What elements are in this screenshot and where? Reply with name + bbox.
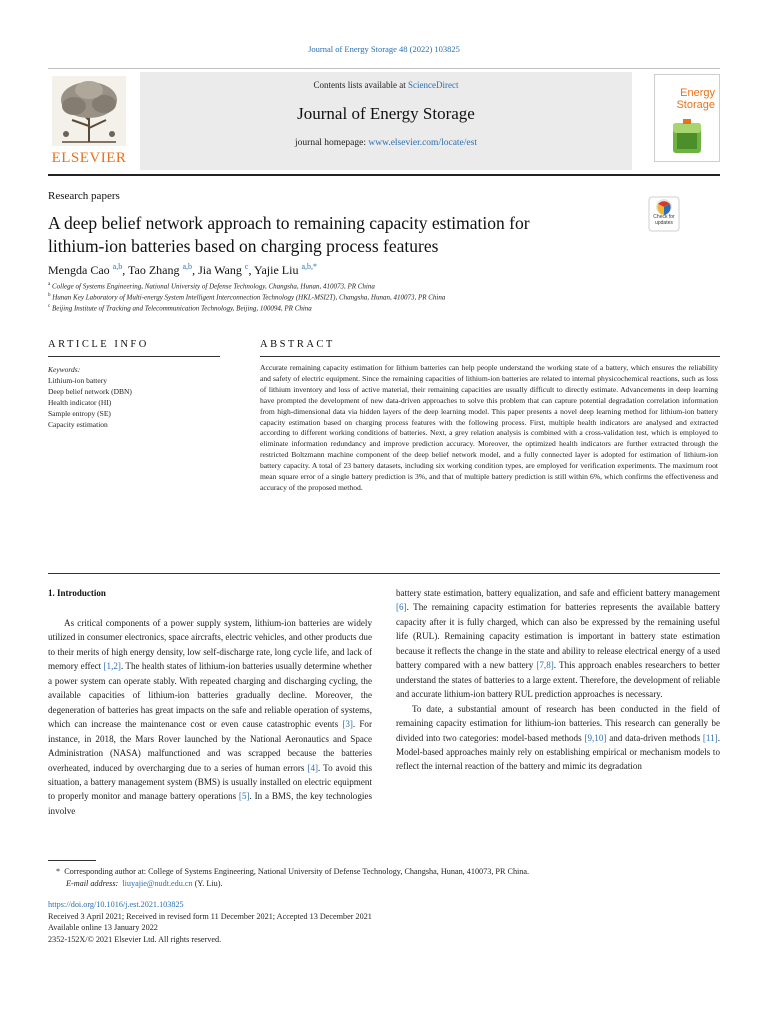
title-line-2: lithium-ion batteries based on charging process features — [48, 236, 439, 256]
affiliation-b — [48, 293, 445, 301]
copyright: 2352-152X/© 2021 Elsevier Ltd. All rights reserved. — [48, 934, 222, 944]
homepage-link[interactable]: www.elsevier.com/locate/est — [368, 138, 477, 148]
journal-title: Journal of Energy Storage — [297, 104, 475, 123]
contents-line — [140, 80, 632, 90]
email-line — [48, 878, 720, 890]
footnote — [48, 866, 720, 890]
citation-link[interactable]: [6] — [396, 602, 407, 613]
email-label: E-mail address: — [66, 879, 119, 888]
article-type: Research papers — [48, 190, 120, 202]
affiliation-marker: b — [48, 293, 51, 298]
abstract-rule — [260, 356, 720, 357]
footnote-rule — [48, 860, 96, 861]
author-separator: , — [248, 263, 254, 277]
body-column-left — [48, 588, 372, 818]
elsevier-logo[interactable] — [48, 76, 130, 168]
citation-link[interactable]: [11] — [702, 732, 718, 743]
journal-banner — [140, 72, 632, 170]
body-paragraph: battery state estimation, battery equalization, and safe and efficient battery management [6]. The remaining capacity estimation for batteries represents the available battery capacity after it is fully charged, which can also be expressed by the remaining useful life (RUL). Remaining capacity estimation is important in battery state estimation because it reflects the change in the state and ability to release electrical energy of a used battery compared with a new battery [7,8]. This approach enables researchers to better understand the states of batteries to a large extent. Therefore, the development of reliable and accurate lithium-ion battery RUL prediction approaches is necessary. — [396, 588, 720, 700]
affiliation-c — [48, 304, 312, 312]
affiliation-text: Hunan Key Laboratory of Multi-energy System Intelligent Interconnection Technology (HKL-MSI2T), Changsha, Hunan, 410073, PR China — [52, 293, 446, 302]
paper-title — [48, 212, 628, 258]
cover-title-energy: Energy — [680, 87, 715, 99]
email-suffix: (Y. Liu). — [192, 879, 223, 888]
author[interactable] — [128, 263, 192, 277]
author[interactable] — [254, 263, 317, 277]
article-info-heading: ARTICLE INFO — [48, 339, 149, 350]
corresponding-text: Corresponding author at: College of Systems Engineering, National University of Defense Technology, Changsha, Hunan, 410073, PR China. — [64, 867, 530, 876]
elsevier-wordmark: ELSEVIER — [51, 150, 127, 166]
citation-link[interactable]: [5] — [238, 791, 250, 802]
available-online: Available online 13 January 2022 — [48, 923, 158, 932]
crossmark-label: Check for updates — [653, 214, 675, 226]
author-name: Mengda Cao — [48, 263, 110, 277]
author-separator: , — [122, 263, 129, 277]
homepage-line — [140, 138, 632, 148]
abstract-heading: ABSTRACT — [260, 339, 335, 350]
journal-reference[interactable]: Journal of Energy Storage 48 (2022) 103825 — [308, 44, 460, 54]
body-paragraph: As critical components of a power supply system, lithium-ion batteries are widely utilized in consumer electronics, space aircrafts, electric vehicles, and other products due to their merits of high energy density, low self-discharge rate, long cycle life, and lack of memory effect [1,2]. The health states of lithium-ion batteries usually determine whether a power system can operate stably. With repeated charging and discharging cycling, the available capacities of lithium-ion batteries gradually decline. Moreover, the degeneration of batteries has great impacts on the safe and reliable operation of systems, which can increase the maintenance cost or even cause catastrophic events [3]. For instance, in 2018, the Mars Rover launched by the National Aeronautics and Space Administration (NASA) malfunctioned and was scrapped because the batteries overheated, induced by overcharging due to a series of human errors [4]. To avoid this situation, a battery management system (BMS) is usually installed on electric equipment to properly monitor and manage battery operations [5]. In a BMS, the key technologies involve — [48, 618, 372, 816]
footnote-star: * — [56, 867, 61, 876]
header-divider — [48, 68, 720, 69]
author-affil-marker[interactable]: a,b — [182, 262, 193, 271]
author[interactable] — [198, 263, 248, 277]
keywords-heading: Keywords: — [48, 365, 81, 374]
keyword: Health indicator (HI) — [48, 398, 112, 407]
abstract-text: Accurate remaining capacity estimation for lithium batteries can help people understand the working state of a battery, which ensures the reliability and safety of electric equipment. Since the remaining capacities of lithium-ion batteries are related to internal physicochemical reactions, such as loss of lithium inventory and loss of active material, their remaining capacities are usually difficult to directly estimate. Advancements in deep learning have prompted the development of new data-driven approaches to solve this problem that can capture potential degradation correlation information from high-dimensional data via hidden layers of the deep learning model. This paper presents a novel deep learning method for lithium-ion battery capacity estimation based on charging process features with the following process. First, multiple health indicators are analysed and extracted according to different working conditions of batteries. Next, a grey relation analysis is combined with a cross-validation test, which is employed to eliminate information redundancy and improve prediction accuracy. Moreover, the optimized health indicators are further extracted through the restricted Boltzmann machine component of the deep belief network model, and a fully connected layer is adopted for estimation of lithium-ion battery capacity. A total of 23 battery datasets, including six working condition types, are employed for verification experiments. The maximum root mean square error of a single battery prediction is 3%, and that of multiple battery prediction is still within 6%, which confirms the effectiveness and accuracy of the proposed method. — [260, 363, 718, 492]
elsevier-tree-icon — [52, 76, 126, 146]
journal-cover[interactable] — [654, 74, 720, 162]
header-rule — [48, 174, 720, 176]
affiliation-marker: a — [48, 282, 51, 287]
doi-link[interactable]: https://doi.org/10.1016/j.est.2021.103825 — [48, 900, 184, 909]
journal-header — [48, 68, 720, 174]
affiliation-text: College of Systems Engineering, National University of Defense Technology, Changsha, Hunan, 410073, PR China — [51, 282, 375, 291]
keyword: Lithium-ion battery — [48, 376, 107, 385]
author-name: Jia Wang — [198, 263, 242, 277]
author[interactable] — [48, 263, 122, 277]
section-heading-introduction: 1. Introduction — [48, 588, 106, 598]
corresponding-author-note — [48, 866, 720, 878]
article-info-rule — [48, 356, 220, 357]
keyword: Deep belief network (DBN) — [48, 387, 132, 396]
title-line-1: A deep belief network approach to remaining capacity estimation for — [48, 213, 530, 233]
body-column-right — [396, 586, 720, 774]
author-list — [48, 262, 317, 278]
cover-title-storage: Storage — [676, 99, 715, 111]
keyword: Sample entropy (SE) — [48, 409, 111, 418]
contents-prefix: Contents lists available at — [313, 80, 408, 90]
email-link[interactable]: liuyajie@nudt.edu.cn — [122, 879, 193, 888]
author-name: Tao Zhang — [128, 263, 180, 277]
article-metadata — [48, 899, 372, 945]
homepage-prefix: journal homepage: — [295, 138, 369, 148]
citation-link[interactable]: [1,2] — [103, 661, 121, 672]
sciencedirect-link[interactable]: ScienceDirect — [408, 80, 459, 90]
citation-link[interactable]: [3] — [342, 719, 353, 730]
citation-link[interactable]: [4] — [307, 762, 319, 773]
affiliation-a — [48, 282, 375, 290]
body-paragraph: To date, a substantial amount of research has been conducted in the field of remaining capacity estimation for lithium-ion batteries. This research can generally be divided into two categories: model-based methods [9,10] and data-driven methods [11]. Model-based approaches mainly rely on establishing empirical or mechanism models to reflect the internal reaction of the battery and mimic its degradation — [396, 703, 720, 772]
keyword: Capacity estimation — [48, 420, 108, 429]
author-affil-marker[interactable]: a,b — [112, 262, 123, 271]
author-separator: , — [192, 263, 199, 277]
affiliation-text: Beijing Institute of Tracking and Telecommunication Technology, Beijing, 100094, PR China — [51, 304, 312, 313]
author-name: Yajie Liu — [254, 263, 299, 277]
citation-link[interactable]: [9,10] — [584, 732, 607, 743]
citation-link[interactable]: [7,8] — [536, 660, 554, 671]
abstract-bottom-rule — [48, 573, 720, 574]
author-affil-marker[interactable]: a,b,* — [301, 262, 318, 271]
affiliation-marker: c — [48, 304, 51, 309]
author-affil-marker[interactable]: c — [244, 262, 249, 271]
cover-battery-image — [665, 117, 709, 155]
keywords-block — [48, 364, 132, 430]
history-dates: Received 3 April 2021; Received in revised form 11 December 2021; Accepted 13 December 2021 — [48, 911, 372, 921]
